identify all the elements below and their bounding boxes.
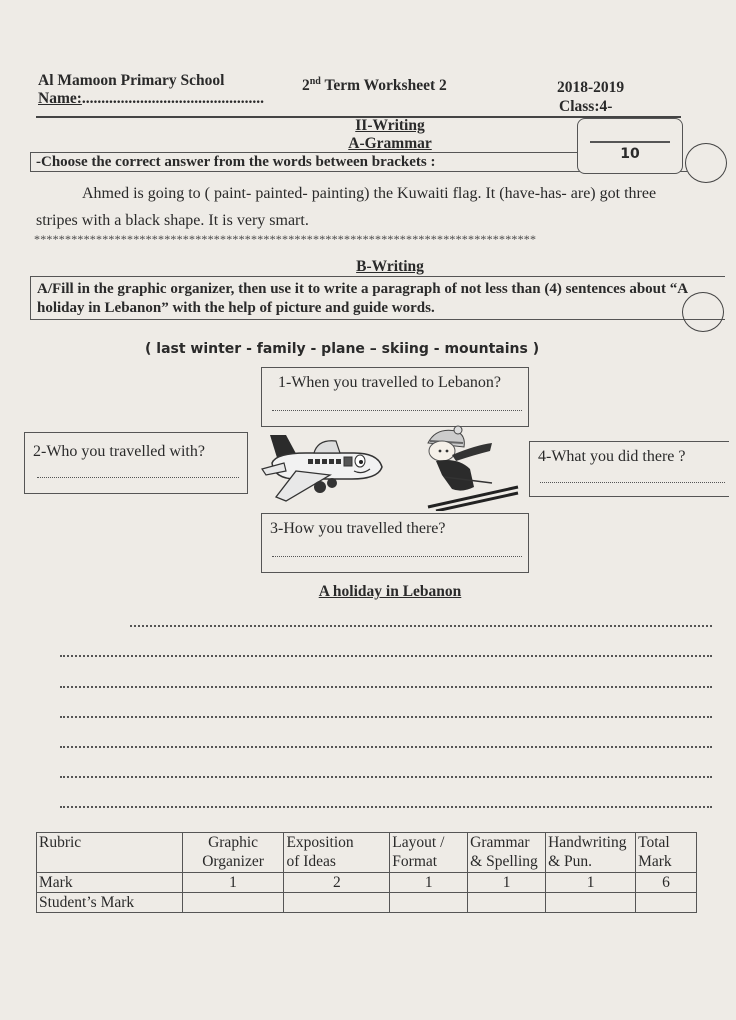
organizer-box-who[interactable] bbox=[24, 432, 248, 494]
organizer-box-how[interactable] bbox=[261, 513, 529, 573]
rubric-header-cell: Handwriting & Pun. bbox=[546, 833, 636, 873]
rubric-mark-label: Mark bbox=[37, 873, 183, 893]
writing-line[interactable] bbox=[130, 625, 712, 627]
score-total: 10 bbox=[620, 146, 640, 162]
term-number: 2 bbox=[302, 77, 310, 95]
rubric-student-row bbox=[37, 893, 697, 913]
rubric-header-cell: Graphic Organizer bbox=[182, 833, 284, 873]
organizer-box-when[interactable] bbox=[261, 367, 529, 427]
grammar-paragraph-line-1: Ahmed is going to ( paint- painted- painting) the Kuwaiti flag. It (have-has- are) got three bbox=[82, 185, 657, 202]
student-mark-cell[interactable] bbox=[636, 893, 697, 913]
organizer-question: 3-How you travelled there? bbox=[270, 520, 446, 537]
grammar-mark-circle[interactable] bbox=[685, 143, 727, 183]
writing-mark-circle[interactable] bbox=[682, 292, 724, 332]
worksheet-title bbox=[302, 76, 447, 95]
rubric-mark-cell: 6 bbox=[636, 873, 697, 893]
grammar-paragraph-line-2: stripes with a black shape. It is very smart. bbox=[36, 212, 309, 229]
school-name: Al Mamoon Primary School bbox=[38, 72, 225, 89]
term-suffix: nd bbox=[309, 76, 321, 87]
organizer-question: 4-What you did there ? bbox=[538, 448, 686, 465]
score-line bbox=[590, 141, 670, 143]
school-year: 2018-2019 bbox=[557, 79, 625, 96]
grammar-instruction: -Choose the correct answer from the words between brackets : bbox=[36, 154, 436, 170]
rubric-header-cell: Exposition of Ideas bbox=[284, 833, 390, 873]
rubric-mark-cell: 1 bbox=[390, 873, 468, 893]
rubric-table bbox=[36, 832, 697, 913]
writing-line[interactable] bbox=[60, 776, 712, 778]
writing-instruction: A/Fill in the graphic organizer, then use it to write a paragraph of not less than (4) sentences about “A holiday in Lebanon” with the help of picture and guide words. bbox=[37, 281, 688, 316]
writing-line[interactable] bbox=[60, 716, 712, 718]
skiing-child-icon bbox=[428, 426, 518, 511]
student-mark-cell[interactable] bbox=[546, 893, 636, 913]
writing-title: B-Writing bbox=[356, 258, 424, 275]
student-mark-cell[interactable] bbox=[468, 893, 546, 913]
name-field[interactable] bbox=[38, 90, 264, 108]
answer-line[interactable] bbox=[272, 410, 522, 411]
organizer-pictures bbox=[256, 425, 526, 511]
rubric-header-cell: Grammar & Spelling bbox=[468, 833, 546, 873]
organizer-question: 2-Who you travelled with? bbox=[33, 443, 205, 460]
rubric-mark-row bbox=[37, 873, 697, 893]
answer-line[interactable] bbox=[540, 482, 725, 483]
rubric-mark-cell: 1 bbox=[468, 873, 546, 893]
rubric-header-cell: Total Mark bbox=[636, 833, 697, 873]
writing-line[interactable] bbox=[60, 655, 712, 657]
rubric-student-label: Student’s Mark bbox=[37, 893, 183, 913]
organizer-question: 1-When you travelled to Lebanon? bbox=[278, 374, 502, 391]
writing-line[interactable] bbox=[60, 746, 712, 748]
rubric-header-row bbox=[37, 833, 697, 873]
star-divider: ********************************************************************************* bbox=[34, 232, 537, 246]
rubric-header-cell: Rubric bbox=[37, 833, 183, 873]
name-dots: ............................................... bbox=[81, 90, 265, 107]
grammar-title: A-Grammar bbox=[348, 135, 432, 152]
airplane-icon bbox=[262, 435, 382, 501]
section-title: II-Writing bbox=[355, 117, 425, 134]
term-rest: Term Worksheet 2 bbox=[320, 77, 447, 95]
answer-line[interactable] bbox=[37, 477, 239, 478]
student-mark-cell[interactable] bbox=[182, 893, 284, 913]
paragraph-title: A holiday in Lebanon bbox=[318, 583, 462, 600]
class-field: Class:4- bbox=[559, 98, 613, 115]
rubric-mark-cell: 1 bbox=[182, 873, 284, 893]
rubric-mark-cell: 1 bbox=[546, 873, 636, 893]
rubric-header-cell: Layout / Format bbox=[390, 833, 468, 873]
score-box bbox=[577, 118, 683, 174]
writing-line[interactable] bbox=[60, 806, 712, 808]
answer-line[interactable] bbox=[272, 556, 522, 557]
writing-line[interactable] bbox=[60, 686, 712, 688]
rubric-mark-cell: 2 bbox=[284, 873, 390, 893]
student-mark-cell[interactable] bbox=[284, 893, 390, 913]
organizer-box-what[interactable] bbox=[529, 441, 729, 497]
guide-words: ( last winter - family - plane – skiing - mountains ) bbox=[145, 341, 540, 357]
grammar-paragraph bbox=[36, 180, 716, 234]
student-mark-cell[interactable] bbox=[390, 893, 468, 913]
name-label: Name: bbox=[38, 90, 82, 107]
